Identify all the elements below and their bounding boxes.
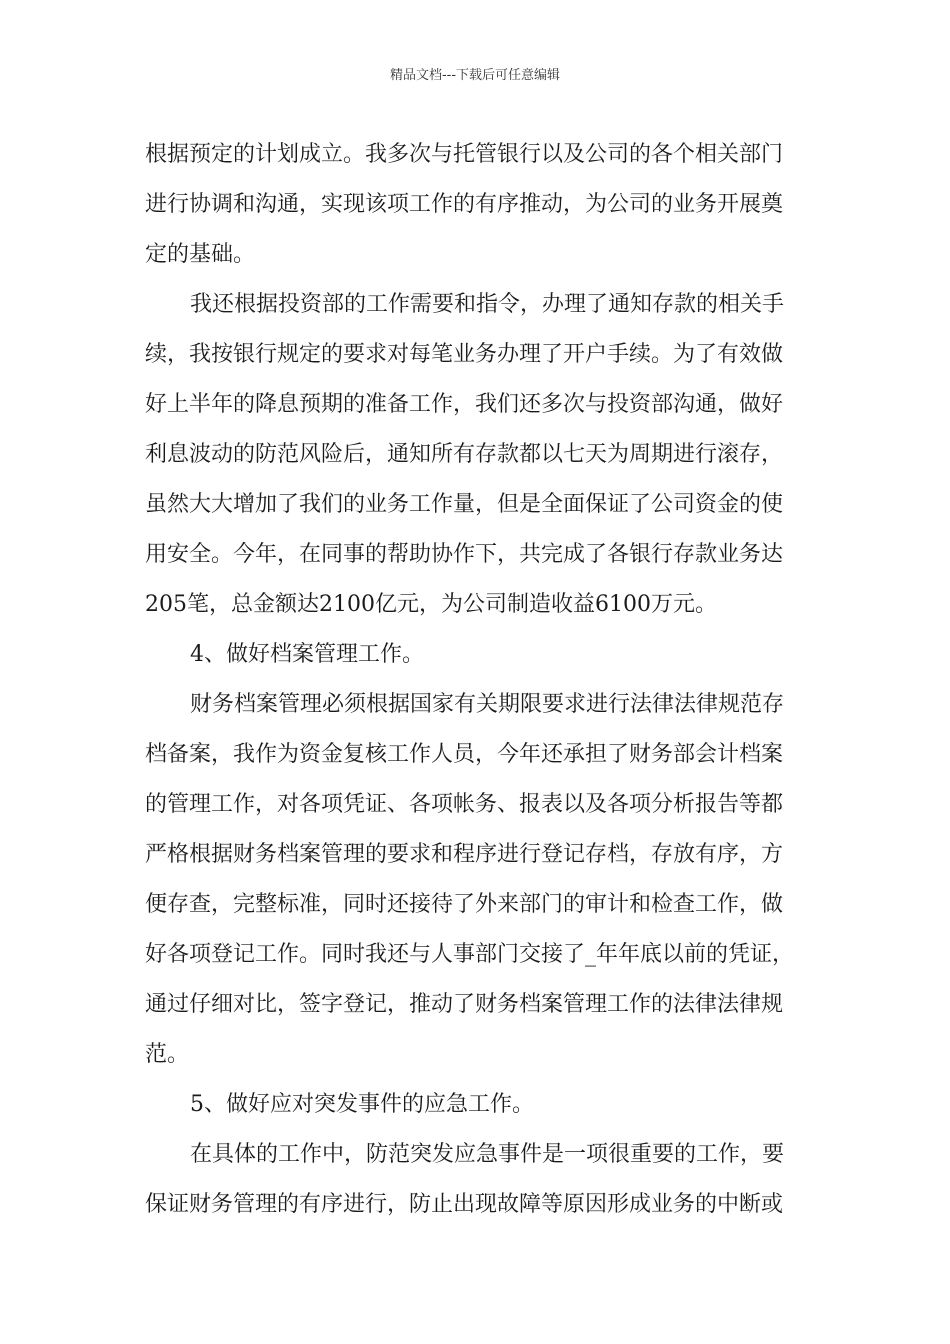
text-line-16: 便存查，完整标准，同时还接待了外来部门的审计和检查工作，做: [145, 892, 784, 917]
text-line-4: 我还根据投资部的工作需要和指令，办理了通知存款的相关手: [190, 292, 785, 317]
text-line-8: 虽然大大增加了我们的业务工作量，但是全面保证了公司资金的使: [145, 492, 784, 517]
document-body: [145, 130, 810, 1230]
text-line-14: 的管理工作，对各项凭证、各项帐务、报表以及各项分析报告等都: [145, 792, 784, 817]
text-line-3: 定的基础。: [145, 242, 256, 267]
text-line-22: 保证财务管理的有序进行，防止出现故障等原因形成业务的中断或: [145, 1192, 784, 1217]
section-heading-4: 4、做好档案管理工作。: [190, 642, 424, 667]
text-line-6: 好上半年的降息预期的准备工作，我们还多次与投资部沟通，做好: [145, 392, 784, 417]
text-line-21: 在具体的工作中，防范突发应急事件是一项很重要的工作，要: [190, 1142, 785, 1167]
text-line-1: 根据预定的计划成立。我多次与托管银行以及公司的各个相关部门: [145, 142, 784, 167]
section-heading-5: 5、做好应对突发事件的应急工作。: [190, 1092, 534, 1117]
text-line-7: 利息波动的防范风险后，通知所有存款都以七天为周期进行滚存，: [145, 442, 784, 467]
text-line-13: 档备案，我作为资金复核工作人员，今年还承担了财务部会计档案: [145, 742, 784, 767]
text-line-10: 205笔，总金额达2100亿元，为公司制造收益6100万元。: [145, 592, 717, 617]
text-line-19: 范。: [145, 1042, 190, 1067]
text-line-15: 严格根据财务档案管理的要求和程序进行登记存档，存放有序，方: [145, 842, 784, 867]
text-line-5: 续，我按银行规定的要求对每笔业务办理了开户手续。为了有效做: [145, 342, 784, 367]
text-line-2: 进行协调和沟通，实现该项工作的有序推动，为公司的业务开展奠: [145, 192, 784, 217]
text-line-9: 用安全。今年，在同事的帮助协作下，共完成了各银行存款业务达: [145, 542, 784, 567]
text-line-18: 通过仔细对比，签字登记，推动了财务档案管理工作的法律法律规: [145, 992, 784, 1017]
text-line-12: 财务档案管理必须根据国家有关期限要求进行法律法律规范存: [190, 692, 785, 717]
page-header: 精品文档---下载后可任意编辑: [389, 68, 561, 83]
text-line-17: 好各项登记工作。同时我还与人事部门交接了_年年底以前的凭证，: [145, 942, 795, 967]
